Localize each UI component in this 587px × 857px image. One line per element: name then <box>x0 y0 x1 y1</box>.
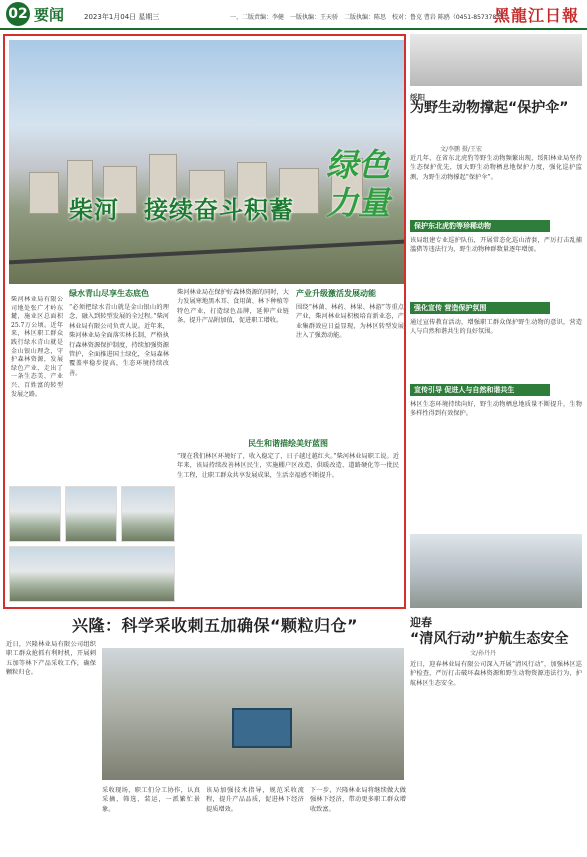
headline-green-words: 绿色 力量 <box>325 146 390 222</box>
section-bar: 保护东北虎豹等珍稀动物 <box>410 220 550 232</box>
article-kicker: 迎春 <box>410 616 432 629</box>
byline: 文/孙丹丹 <box>470 650 497 657</box>
article-column-1: 绿水青山尽享生态底色 “必须把绿水青山就是金山银山的理念，融入到转型发展的全过程。”柴河林业局有限公司负责人说。近年来，柴河林业局全面落实林长制，严格执行森林资源保护制度，持续加强资源管护，全面推进国土绿化，全局森林覆盖率稳步提高，生态环境持续改善。 <box>69 289 169 377</box>
photo-group <box>9 486 179 604</box>
harvest-photo <box>102 648 404 780</box>
railway-line <box>9 240 404 265</box>
headline: 柴河 接续奋斗积蓄 <box>69 196 294 224</box>
right-column <box>410 34 582 854</box>
page-number: 02 <box>6 2 30 26</box>
article-text: 近日，兴隆林业局有限公司组织职工群众抢抓有利时机，开展刺五加等林下产品采收工作，确保颗粒归仓。 <box>6 641 96 677</box>
article-kicker: 绥阳 <box>410 93 425 102</box>
section-bar: 宣传引导 促进人与自然和谐共生 <box>410 384 550 396</box>
article-column-2: 柴河林业局在保护好森林资源的同时，大力发展寒地黑木耳、食用菌、林下种植等特色产业，打造绿色品牌，延伸产业链条，提升产品附加值，促进职工增收。 <box>177 289 289 325</box>
truck <box>232 708 292 748</box>
section-bar: 强化宣传 营造保护氛围 <box>410 302 550 314</box>
patrol-photo <box>410 534 582 608</box>
article-text: 林区生态环境持续向好，野生动物栖息地质量不断提升，生物多样性得到有效保护。 <box>410 401 582 418</box>
sidebar-intro: 柴河林业局有限公司地处张广才岭东麓，施业区总面积25.7万公顷。近年来，林区职工群众践行绿水青山就是金山银山理念，守护森林资源，发展绿色产业，走出了一条生态美、产业兴、百姓富的转型发展之路。 <box>11 296 63 398</box>
featured-article <box>3 34 406 609</box>
subheading: 绿水青山尽享生态底色 <box>69 289 149 298</box>
byline: 文/李鹏 摄/王宏 <box>440 146 482 153</box>
newspaper-logo: 黑龍江日報 <box>493 6 579 25</box>
article-title: 为野生动物撑起“保护伞” <box>410 100 569 116</box>
masthead <box>0 0 587 30</box>
subheading: 民生和谐描绘美好蓝图 <box>248 439 328 448</box>
forest-photo <box>9 486 61 542</box>
greenhouse-photo <box>9 546 175 602</box>
forest-photo <box>65 486 117 542</box>
article-text: 下一步，兴隆林业局将继续做大做强林下经济，带动更多职工群众增收致富。 <box>310 787 406 813</box>
editor-credits: 一、二版责编：李健 一版执编：王天骄 二版执编：陈思 校对：鲁克 曹岩 陈鸥（0451-85737835） <box>230 14 510 21</box>
article-title: “清风行动”护航生态安全 <box>410 631 569 647</box>
article-text: 采收现场，职工们分工协作，认真采摘、筛选、装运，一派繁忙景象。 <box>102 787 200 813</box>
hero-photo <box>9 40 404 284</box>
section-title: 要闻 <box>34 6 65 24</box>
forest-photo <box>121 486 175 542</box>
issue-date: 2023年1月04日 星期三 <box>84 13 160 21</box>
subheading: 产业升级激活发展动能 <box>296 289 376 298</box>
snow-photo <box>410 34 582 86</box>
article-text: 通过宣传教育活动，增强职工群众保护野生动物的意识，营造人与自然和谐共生的良好氛围。 <box>410 319 582 336</box>
article-text: 近几年，在省东北虎豹等野生动物频繁出现，绥阳林业局坚持生态保护优先，加大野生动物栖息地保护力度，强化巡护监测，为野生动物撑起“保护伞”。 <box>410 155 582 181</box>
article-title: 兴隆：科学采收刺五加确保“颗粒归仓” <box>72 616 359 635</box>
article-text: 该局加强技术指导，规范采收流程，提升产品品质，促进林下经济提质增效。 <box>206 787 304 813</box>
article-column-3: 产业升级激活发展动能 围绕“林菌、林药、林果、林游”等重点产业，柴河林业局积极培育新业态，产业集群效应日益显现，为林区转型发展注入了强劲动能。 <box>296 289 404 340</box>
article-column-4: “现在我们林区环境好了，收入稳定了，日子越过越红火。”柴河林业局职工说。近年来，该局持续改善林区民生，实施棚户区改造、供暖改造、道路硬化等一批民生工程，让职工群众共享发展成果，生活幸福感不断提升。 <box>177 453 399 479</box>
article-text: 该局组建专业巡护队伍，开展常态化巡山清套，严厉打击乱捕滥猎等违法行为，野生动物种群数量逐年增加。 <box>410 237 582 254</box>
article-text: 近日，迎春林业局有限公司深入开展“清风行动”，加强林区巡护检查，严厉打击破坏森林资源和野生动物资源违法行为，护航林区生态安全。 <box>410 661 582 687</box>
